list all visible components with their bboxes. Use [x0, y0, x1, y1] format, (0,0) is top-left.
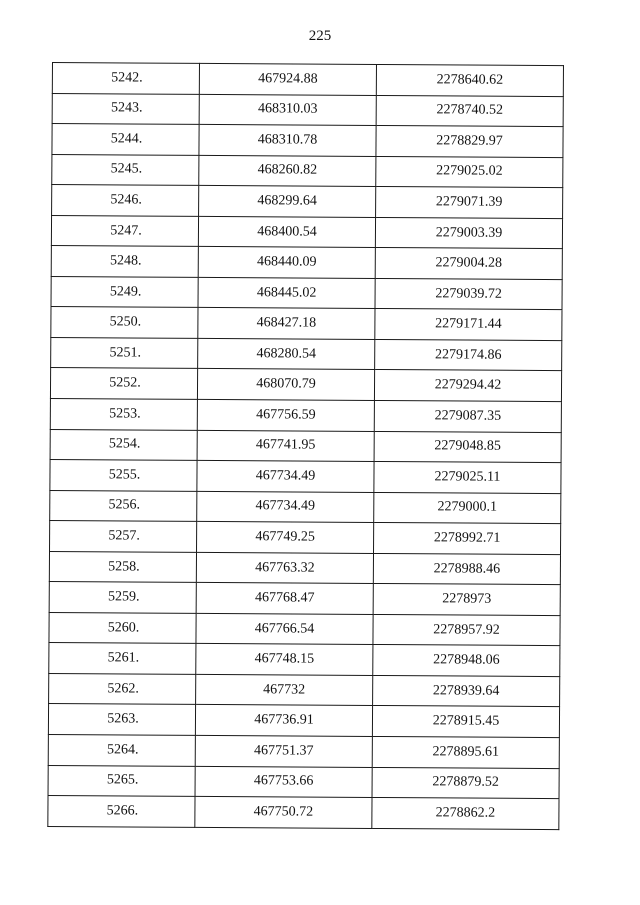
- y-coordinate-cell: 2279004.28: [375, 248, 562, 280]
- table-row: [50, 490, 561, 524]
- y-coordinate-cell: 2279174.86: [375, 339, 562, 371]
- y-coordinate-cell: 2278957.92: [373, 614, 560, 646]
- point-number-cell: 5250.: [51, 307, 198, 338]
- table-row: [51, 337, 562, 371]
- point-number-cell: 5253.: [50, 399, 197, 430]
- x-coordinate-cell: 467768.47: [196, 583, 373, 615]
- point-number-cell: 5263.: [48, 704, 195, 735]
- y-coordinate-cell: 2279071.39: [376, 187, 563, 219]
- y-coordinate-cell: 2278992.71: [374, 523, 561, 555]
- x-coordinate-cell: 468400.54: [198, 216, 375, 248]
- y-coordinate-cell: 2278939.64: [373, 675, 560, 707]
- coordinates-table-wrapper: [47, 62, 562, 830]
- x-coordinate-cell: 468299.64: [199, 186, 376, 218]
- table-row: [48, 796, 559, 830]
- table-row: [50, 521, 561, 555]
- table-row: [49, 643, 560, 677]
- x-coordinate-cell: 467750.72: [195, 797, 372, 829]
- page-number: 225: [308, 28, 332, 44]
- point-number-cell: 5252.: [50, 368, 197, 399]
- table-row: [52, 124, 563, 158]
- point-number-cell: 5262.: [49, 673, 196, 704]
- x-coordinate-cell: 467756.59: [197, 399, 374, 431]
- x-coordinate-cell: 467736.91: [195, 705, 372, 737]
- x-coordinate-cell: 467741.95: [197, 430, 374, 462]
- x-coordinate-cell: 468440.09: [198, 247, 375, 279]
- table-row: [50, 368, 561, 402]
- coordinates-table: [47, 62, 564, 830]
- table-row: [52, 154, 563, 188]
- x-coordinate-cell: 467753.66: [195, 766, 372, 798]
- point-number-cell: 5264.: [48, 735, 195, 766]
- y-coordinate-cell: 2279171.44: [375, 309, 562, 341]
- y-coordinate-cell: 2279039.72: [375, 278, 562, 310]
- table-row: [48, 735, 559, 769]
- point-number-cell: 5245.: [52, 154, 199, 185]
- x-coordinate-cell: 468260.82: [199, 155, 376, 187]
- point-number-cell: 5260.: [49, 612, 196, 643]
- point-number-cell: 5257.: [50, 521, 197, 552]
- x-coordinate-cell: 467766.54: [196, 613, 373, 645]
- x-coordinate-cell: 467763.32: [196, 552, 373, 584]
- y-coordinate-cell: 2278640.62: [376, 64, 563, 96]
- y-coordinate-cell: 2279048.85: [374, 431, 561, 463]
- table-row: [48, 704, 559, 738]
- x-coordinate-cell: 467734.49: [197, 491, 374, 523]
- point-number-cell: 5261.: [49, 643, 196, 674]
- point-number-cell: 5246.: [52, 185, 199, 216]
- point-number-cell: 5266.: [48, 796, 195, 827]
- y-coordinate-cell: 2278895.61: [372, 737, 559, 769]
- table-row: [50, 460, 561, 494]
- x-coordinate-cell: 467748.15: [196, 644, 373, 676]
- y-coordinate-cell: 2279003.39: [375, 217, 562, 249]
- table-row: [51, 246, 562, 280]
- x-coordinate-cell: 467734.49: [197, 461, 374, 493]
- point-number-cell: 5247.: [51, 215, 198, 246]
- point-number-cell: 5255.: [50, 460, 197, 491]
- point-number-cell: 5256.: [50, 490, 197, 521]
- y-coordinate-cell: 2279000.1: [374, 492, 561, 524]
- point-number-cell: 5243.: [52, 93, 199, 124]
- x-coordinate-cell: 467732: [196, 674, 373, 706]
- point-number-cell: 5244.: [52, 124, 199, 155]
- table-row: [52, 93, 563, 127]
- table-row: [50, 429, 561, 463]
- table-row: [51, 276, 562, 310]
- point-number-cell: 5265.: [48, 765, 195, 796]
- x-coordinate-cell: 468445.02: [198, 277, 375, 309]
- y-coordinate-cell: 2278973: [373, 584, 560, 616]
- y-coordinate-cell: 2278988.46: [373, 553, 560, 585]
- point-number-cell: 5249.: [51, 276, 198, 307]
- y-coordinate-cell: 2278879.52: [372, 767, 559, 799]
- table-row: [51, 307, 562, 341]
- x-coordinate-cell: 467924.88: [199, 63, 376, 95]
- x-coordinate-cell: 468310.03: [199, 94, 376, 126]
- table-row: [49, 673, 560, 707]
- x-coordinate-cell: 467749.25: [197, 522, 374, 554]
- table-row: [52, 63, 563, 97]
- table-row: [52, 185, 563, 219]
- x-coordinate-cell: 467751.37: [195, 735, 372, 767]
- point-number-cell: 5242.: [52, 63, 199, 94]
- y-coordinate-cell: 2279294.42: [374, 370, 561, 402]
- x-coordinate-cell: 468280.54: [198, 338, 375, 370]
- x-coordinate-cell: 468310.78: [199, 124, 376, 156]
- y-coordinate-cell: 2278740.52: [376, 95, 563, 127]
- point-number-cell: 5254.: [50, 429, 197, 460]
- table-row: [48, 765, 559, 799]
- table-row: [49, 612, 560, 646]
- x-coordinate-cell: 468427.18: [198, 308, 375, 340]
- y-coordinate-cell: 2278948.06: [373, 645, 560, 677]
- y-coordinate-cell: 2278915.45: [372, 706, 559, 738]
- y-coordinate-cell: 2278862.2: [372, 798, 559, 830]
- y-coordinate-cell: 2279087.35: [374, 400, 561, 432]
- point-number-cell: 5258.: [49, 551, 196, 582]
- table-row: [51, 215, 562, 249]
- point-number-cell: 5251.: [51, 337, 198, 368]
- coordinates-table-body: [48, 63, 564, 830]
- table-row: [49, 551, 560, 585]
- y-coordinate-cell: 2278829.97: [376, 126, 563, 158]
- table-row: [49, 582, 560, 616]
- point-number-cell: 5259.: [49, 582, 196, 613]
- x-coordinate-cell: 468070.79: [197, 369, 374, 401]
- y-coordinate-cell: 2279025.11: [374, 462, 561, 494]
- y-coordinate-cell: 2279025.02: [376, 156, 563, 188]
- table-row: [50, 399, 561, 433]
- point-number-cell: 5248.: [51, 246, 198, 277]
